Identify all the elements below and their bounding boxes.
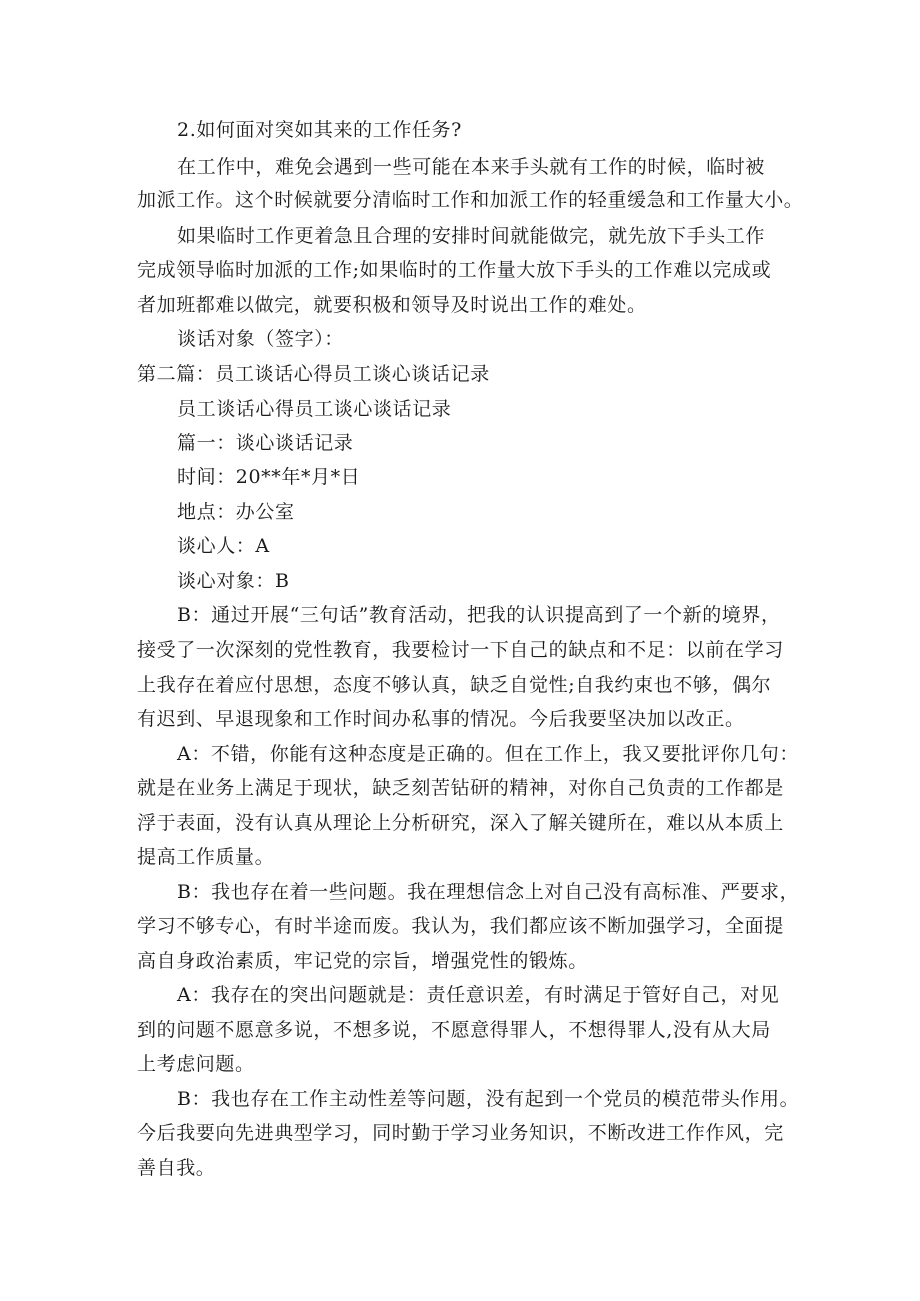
dialogue-line: 有迟到、早退现象和工作时间办私事的情况。今后我要坚决加以改正。	[137, 708, 745, 730]
paragraph-line: 完成领导临时加派的工作;如果临时的工作量大放下手头的工作难以完成或	[137, 259, 772, 281]
article-heading: 篇一：谈心谈话记录	[177, 432, 354, 454]
dialogue-line: 浮于表面，没有认真从理论上分析研究，深入了解关键所在，难以从本质上	[137, 812, 784, 834]
paragraph-line: 在工作中，难免会遇到一些可能在本来手头就有工作的时候，临时被	[177, 156, 766, 178]
dialogue-line: 就是在业务上满足于现状，缺乏刻苦钻研的精神，对你自己负责的工作都是	[137, 777, 784, 799]
dialogue-line: 接受了一次深刻的党性教育，我要检讨一下自己的缺点和不足：以前在学习	[137, 639, 784, 661]
dialogue-line: 上我存在着应付思想，态度不够认真，缺乏自觉性;自我约束也不够，偶尔	[137, 674, 772, 696]
dialogue-line: 今后我要向先进典型学习，同时勤于学习业务知识，不断改进工作作风，完	[137, 1122, 784, 1144]
dialogue-line: A：不错，你能有这种态度是正确的。但在工作上，我又要批评你几句：	[177, 743, 799, 765]
dialogue-line: 提高工作质量。	[137, 846, 275, 868]
meta-place: 地点：办公室	[177, 501, 295, 523]
dialogue-line: B：通过开展“三句话”教育活动，把我的认识提高到了一个新的境界，	[177, 604, 781, 626]
dialogue-line: 善自我。	[137, 1157, 216, 1179]
signature-line: 谈话对象（签字）：	[177, 328, 344, 350]
question-heading: 2.如何面对突如其来的工作任务?	[177, 119, 462, 141]
dialogue-line: 上考虑问题。	[137, 1053, 255, 1075]
dialogue-line: B：我也存在工作主动性差等问题，没有起到一个党员的模范带头作用。	[177, 1088, 800, 1110]
paragraph-line: 如果临时工作更着急且合理的安排时间就能做完，就先放下手头工作	[177, 225, 766, 247]
paragraph-line: 加派工作。这个时候就要分清临时工作和加派工作的轻重缓急和工作量大小。	[137, 189, 804, 211]
dialogue-line: B：我也存在着一些问题。我在理想信念上对自己没有高标准、严要求，	[177, 881, 800, 903]
meta-talker: 谈心人：A	[177, 535, 270, 557]
meta-time: 时间：20**年*月*日	[177, 466, 361, 488]
paragraph-line: 者加班都难以做完，就要积极和领导及时说出工作的难处。	[137, 294, 647, 316]
section-title: 员工谈话心得员工谈心谈话记录	[177, 398, 452, 420]
section-heading: 第二篇：员工谈话心得员工谈心谈话记录	[137, 363, 490, 385]
dialogue-line: 高自身政治素质，牢记党的宗旨，增强党性的锻炼。	[137, 950, 588, 972]
dialogue-line: 到的问题不愿意多说，不想多说，不愿意得罪人，不想得罪人,没有从大局	[137, 1019, 771, 1041]
dialogue-line: 学习不够专心，有时半途而废。我认为，我们都应该不断加强学习，全面提	[137, 915, 784, 937]
meta-target: 谈心对象：B	[177, 570, 290, 592]
dialogue-line: A：我存在的突出问题就是：责任意识差，有时满足于管好自己，对见	[177, 984, 780, 1006]
